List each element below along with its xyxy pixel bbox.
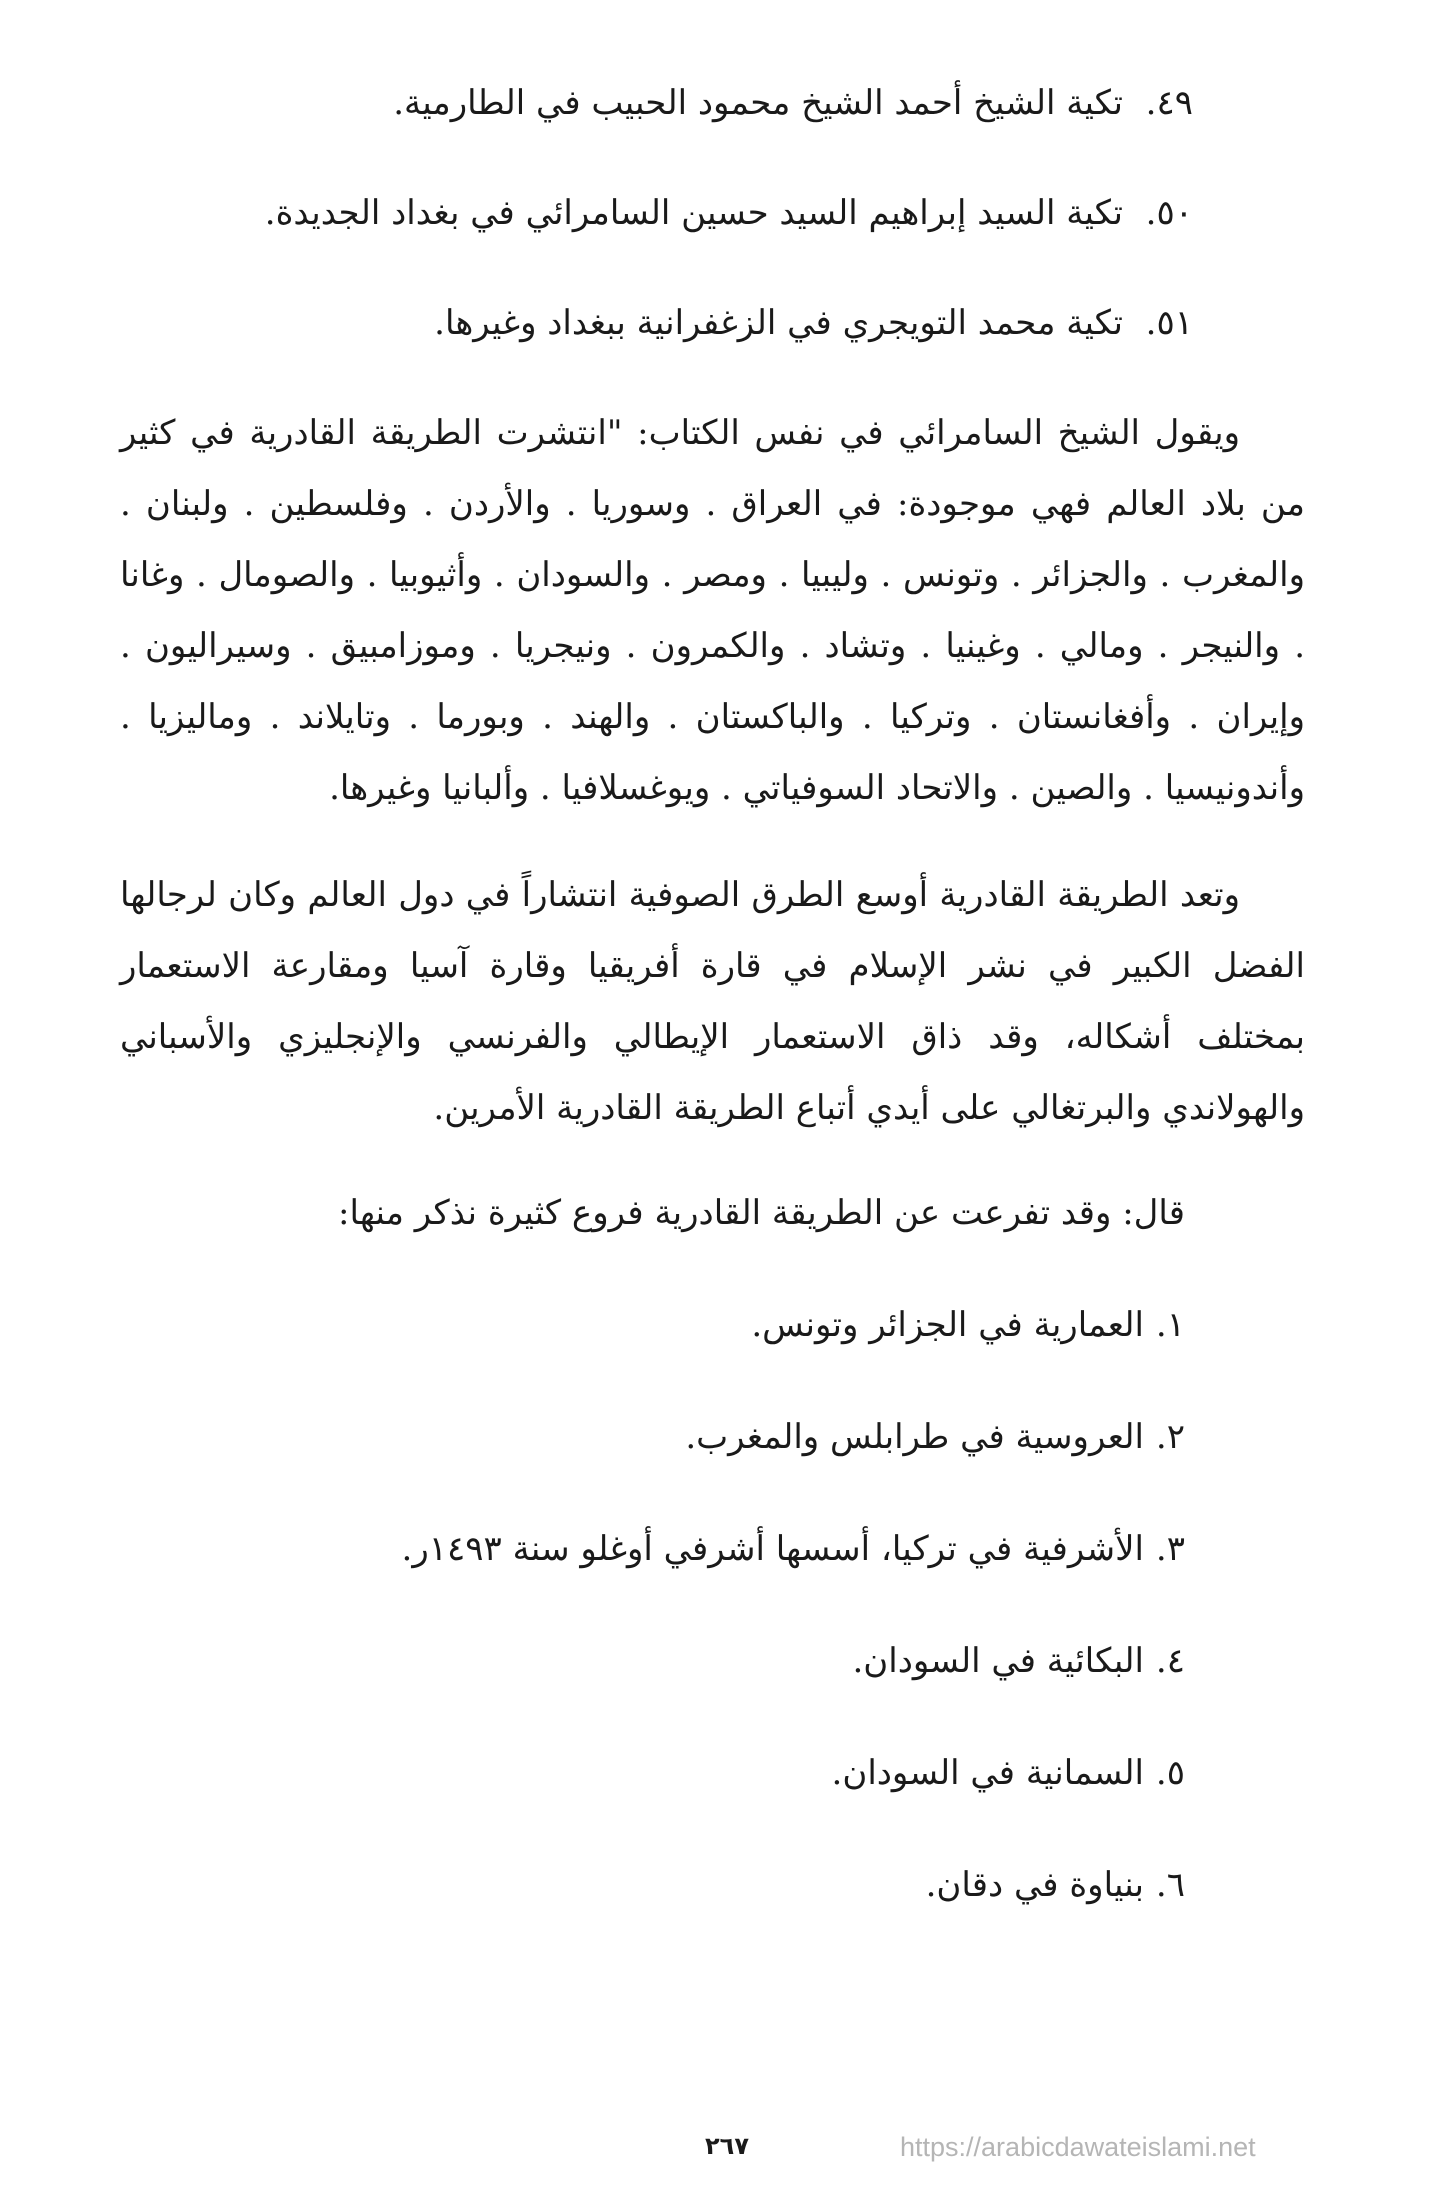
item-text: بنياوة في دقان. xyxy=(925,1865,1144,1905)
paragraph-spread: وتعد الطريقة القادرية أوسع الطرق الصوفية انتشاراً في دول العالم وكان لرجالها الفضل الكبير في نشر الإسلام في قارة أفريقيا وقارة آسيا ومقارعة الاستعمار بمختلف أشكاله، وقد ذاق الاستعمار الإيطالي والفرنسي والإنجليزي والأسباني والهولاندي والبرتغالي على أيدي أتباع الطريقة القادرية الأمرين. xyxy=(120,875,1305,1128)
item-text: الأشرفية في تركيا، أسسها أشرفي أوغلو سنة ١٤٩٣ر. xyxy=(401,1529,1144,1569)
list-item xyxy=(120,1860,1305,1910)
item-text: العروسية في طرابلس والمغرب. xyxy=(685,1417,1144,1457)
item-number: ٤٩. xyxy=(1145,83,1193,123)
list-item xyxy=(120,1748,1305,1798)
item-text: تكية السيد إبراهيم السيد حسين السامرائي في بغداد الجديدة. xyxy=(264,193,1123,233)
item-number: ٥. xyxy=(1155,1753,1185,1793)
numbered-list-top xyxy=(120,78,1305,348)
item-number: ١. xyxy=(1155,1305,1185,1345)
list-item xyxy=(120,1412,1305,1462)
list-item xyxy=(120,1300,1305,1350)
item-text: العمارية في الجزائر وتونس. xyxy=(751,1305,1144,1345)
item-number: ٢. xyxy=(1155,1417,1185,1457)
item-text: تكية محمد التويجري في الزغفرانية ببغداد وغيرها. xyxy=(434,303,1123,343)
list-item xyxy=(120,188,1305,238)
list-item xyxy=(120,298,1305,348)
list-item xyxy=(120,1524,1305,1574)
item-number: ٦. xyxy=(1155,1865,1185,1905)
item-text: البكائية في السودان. xyxy=(852,1641,1144,1681)
list-item xyxy=(120,78,1305,128)
paragraph-countries: ويقول الشيخ السامرائي في نفس الكتاب: "انتشرت الطريقة القادرية في كثير من بلاد العالم فهي موجودة: في العراق . وسوريا . والأردن . وفلسطين . ولبنان . والمغرب . والجزائر . وتونس . وليبيا . ومصر . والسودان . وأثيوبيا . والصومال . وغانا . والنيجر . ومالي . وغينيا . وتشاد . والكمرون . ونيجريا . وموزامبيق . وسيراليون . وإيران . وأفغانستان . وتركيا . والباكستان . والهند . وبورما . وتايلاند . وماليزيا . وأندونيسيا . والصين . والاتحاد السوفياتي . ويوغسلافيا . وألبانيا وغيرها. xyxy=(120,413,1305,808)
page-content xyxy=(120,78,1305,1972)
watermark-url: https://arabicdawateislami.net xyxy=(900,2132,1256,2162)
item-number: ٥١. xyxy=(1145,303,1193,343)
item-number: ٤. xyxy=(1155,1641,1185,1681)
numbered-list-branches xyxy=(120,1300,1305,1910)
item-number: ٥٠. xyxy=(1145,193,1193,233)
item-text: السمانية في السودان. xyxy=(831,1753,1144,1793)
list-item xyxy=(120,1636,1305,1686)
page-number: ٢٦٧ xyxy=(705,2132,749,2160)
branches-intro: قال: وقد تفرعت عن الطريقة القادرية فروع كثيرة نذكر منها: xyxy=(338,1193,1185,1233)
item-text: تكية الشيخ أحمد الشيخ محمود الحبيب في الطارمية. xyxy=(393,83,1123,123)
item-number: ٣. xyxy=(1155,1529,1185,1569)
